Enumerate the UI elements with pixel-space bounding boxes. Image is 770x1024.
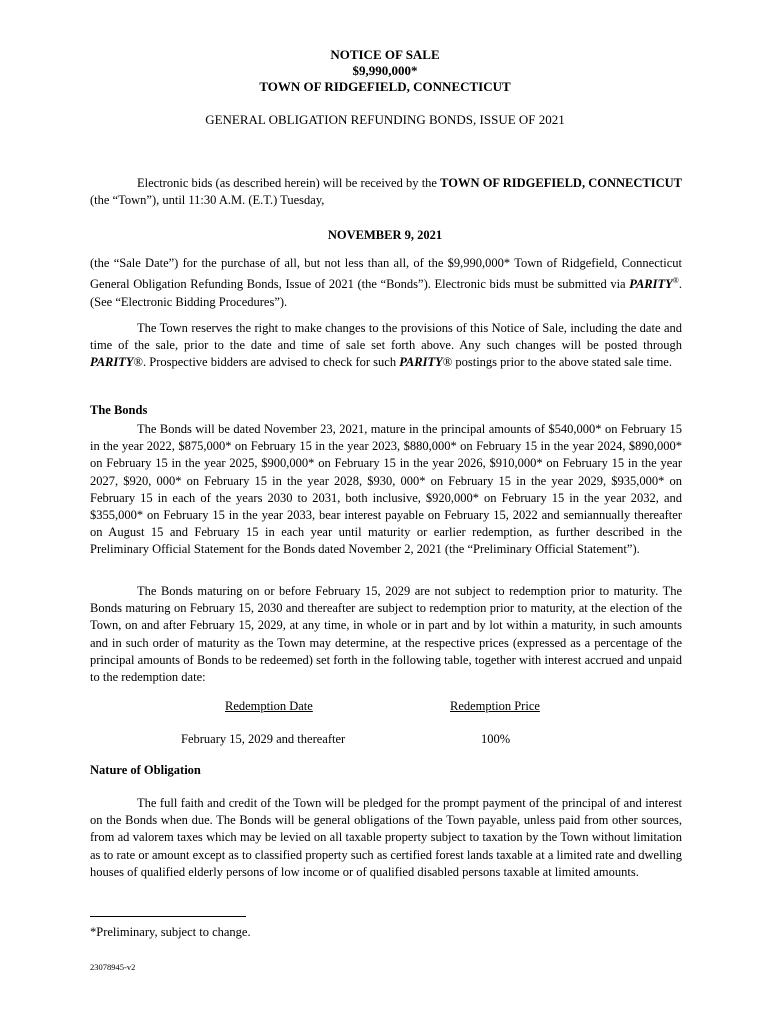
sale-date-paragraph: (the “Sale Date”) for the purchase of all, but not less than all, of the $9,990,000* Town of Ridgefield, Connecticut General Obligation Refunding Bonds, Issue of 2021 (the “Bonds”). Electronic bids must be submitted via PARITY®. (See “Electronic Bidding Procedures”).	[90, 256, 682, 309]
parity-name: PARITY	[90, 355, 134, 370]
sale-date: NOVEMBER 9, 2021	[327, 228, 443, 242]
bond-subtitle: GENERAL OBLIGATION REFUNDING BONDS, ISSUE OF 2021	[205, 112, 565, 127]
document-id: 23078945-v2	[90, 962, 136, 972]
notice-title: NOTICE OF SALE	[330, 47, 440, 62]
footnote-divider	[90, 916, 246, 917]
issue-amount: $9,990,000*	[352, 63, 418, 78]
redemption-price-header: Redemption Price	[450, 699, 540, 713]
redemption-price-cell: 100%	[481, 732, 511, 746]
nature-paragraph: The full faith and credit of the Town will be pledged for the prompt payment of the principal of and interest on the Bonds when due. The Bonds will be general obligations of the Town payable, unless paid from other sources, from ad valorem taxes which may be levied on all taxable property subject to taxation by the Town without limitation as to rate or amount except as to classified property such as certified forest lands taxable at a limited rate and dwelling houses of qualified elderly persons of low income or of qualified disabled persons taxable at limited amounts.	[90, 796, 682, 879]
parity-name: PARITY	[399, 355, 443, 370]
footnote: *Preliminary, subject to change.	[90, 925, 251, 939]
changes-text: The Town reserves the right to make changes to the provisions of this Notice of Sale, including the date and time of the sale, prior to the date and time of sale set forth above. Any such changes will be posted through	[90, 321, 682, 353]
intro-text-cont: (the “Town”), until 11:30 A.M. (E.T.) Tuesday,	[90, 193, 325, 208]
intro-town-name: TOWN OF RIDGEFIELD, CONNECTICUT	[440, 176, 683, 190]
sale-text: (the “Sale Date”) for the purchase of all, but not less than all, of the $9,990,000* Town of Ridgefield, Connecticut General Obligation Refunding Bonds, Issue of 2021 (the “Bonds”). Electronic bids must be submitted via	[90, 256, 682, 292]
section-heading-nature: Nature of Obligation	[90, 763, 201, 777]
redemption-date-header: Redemption Date	[225, 699, 313, 713]
bonds-paragraph-1: The Bonds will be dated November 23, 2021, mature in the principal amounts of $540,000* on February 15 in the year 2022, $875,000* on February 15 in the year 2023, $880,000* on February 15 in the year 2024, $890,000* on February 15 in the year 2025, $900,000* on February 15 in the year 2026, $910,000* on February 15 in the year 2027, $920, 000* on February 15 in the year 2028, $930, 000* on February 15 in the year 2029, $935,000* on February 15 in each of the years 2030 to 2031, both inclusive, $920,000* on February 15 in the year 2032, and $355,000* on February 15 in the year 2033, bear interest payable on February 15, 2022 and semiannually thereafter on August 15 and February 15 in each year until maturity or earlier redemption, as further described in the Preliminary Official Statement for the Bonds dated November 2, 2021 (the “Preliminary Official Statement”).	[90, 422, 682, 557]
bonds-paragraph-2: The Bonds maturing on or before February 15, 2029 are not subject to redemption prior to maturity. The Bonds maturing on February 15, 2030 and thereafter are subject to redemption prior to maturity, at the election of the Town, on and after February 15, 2029, at any time, in whole or in part and by lot within a maturity, in such amounts and in such order of maturity as the Town may determine, at the respective prices (expressed as a percentage of the principal amounts of Bonds to be redeemed) set forth in the following table, together with interest accrued and unpaid to the redemption date:	[90, 584, 682, 685]
issuer-name: TOWN OF RIDGEFIELD, CONNECTICUT	[259, 79, 511, 94]
section-heading-bonds: The Bonds	[90, 403, 148, 417]
changes-text-end: ® postings prior to the above stated sale time.	[442, 355, 672, 370]
intro-text: Electronic bids (as described herein) will be received by the	[137, 176, 441, 190]
intro-paragraph	[90, 175, 682, 209]
parity-name: PARITY	[629, 277, 673, 292]
sale-text-cont: . (See “Electronic Bidding Procedures”).	[90, 277, 682, 309]
changes-text-cont: ®. Prospective bidders are advised to check for such	[133, 355, 400, 370]
redemption-date-cell: February 15, 2029 and thereafter	[181, 732, 346, 746]
changes-paragraph	[90, 320, 682, 372]
